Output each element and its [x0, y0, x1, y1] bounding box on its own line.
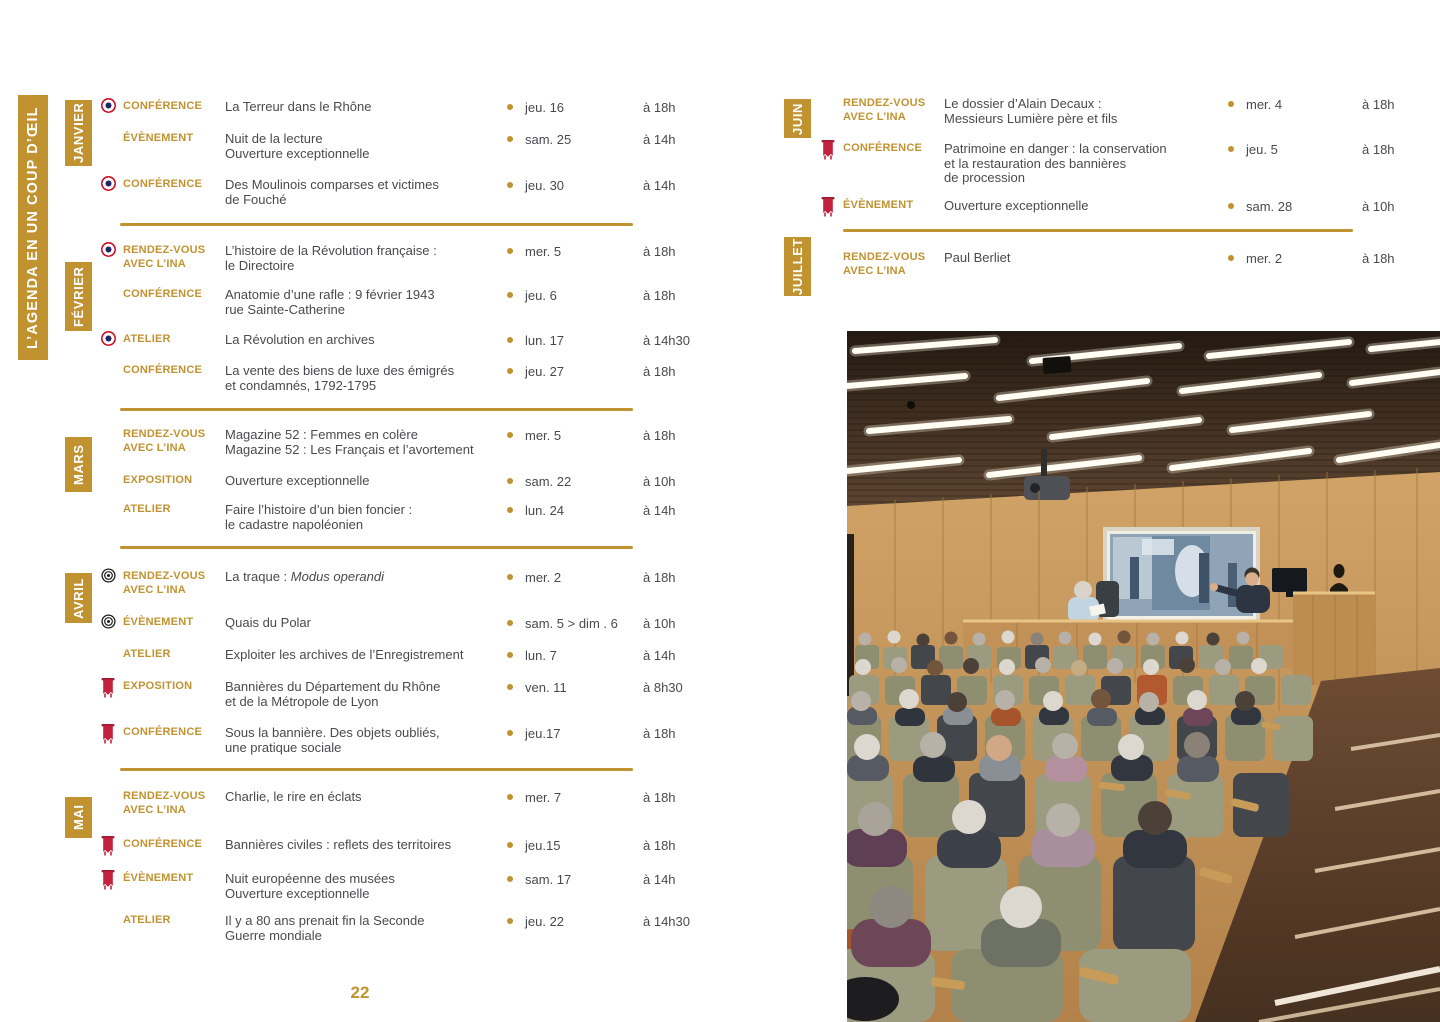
event-category: RENDEZ-VOUS AVEC L’INA [123, 244, 206, 270]
event-title: Magazine 52 : Femmes en colère Magazine 52 : Les Français et l’avortement [225, 427, 474, 457]
event-title: Bannières du Département du Rhône et de la Métropole de Lyon [225, 679, 441, 709]
date-bullet [1228, 255, 1234, 261]
date-bullet [507, 652, 513, 658]
banner-icon [821, 140, 838, 164]
event-title: Charlie, le rire en éclats [225, 789, 362, 804]
date-bullet [507, 876, 513, 882]
date-bullet [1228, 203, 1234, 209]
event-time: à 14h30 [643, 333, 690, 348]
event-category: CONFÉRENCE [123, 288, 203, 300]
event-title: La Révolution en archives [225, 332, 375, 347]
event-category: ATELIER [123, 503, 171, 515]
event-time: à 18h [643, 364, 676, 379]
banner-icon [821, 197, 838, 221]
date-bullet [1228, 101, 1234, 107]
event-time: à 18h [643, 428, 676, 443]
event-time: à 10h [1362, 199, 1395, 214]
event-time: à 14h [643, 132, 676, 147]
event-row [0, 288, 1440, 318]
event-date: sam. 28 [1246, 199, 1293, 214]
event-title: Nuit de la lecture Ouverture exceptionnelle [225, 131, 370, 161]
event-category: ÉVÈNEMENT [123, 616, 194, 628]
event-category: CONFÉRENCE [123, 178, 203, 190]
banner-icon [101, 836, 118, 860]
date-bullet [507, 478, 513, 484]
event-time: à 18h [643, 244, 676, 259]
date-bullet [507, 182, 513, 188]
event-row [0, 141, 1440, 185]
event-title: Il y a 80 ans prenait fin la Seconde Guerre mondiale [225, 913, 425, 943]
event-time: à 14h [643, 872, 676, 887]
event-category: ÉVÈNEMENT [123, 132, 194, 144]
event-title: La vente des biens de luxe des émigrés et condamnés, 1792-1795 [225, 363, 455, 393]
date-bullet [507, 337, 513, 343]
event-date: sam. 17 [525, 872, 572, 887]
event-title: L’histoire de la Révolution française : le Directoire [225, 243, 437, 273]
spiral-icon [101, 568, 118, 592]
event-time: à 14h [643, 178, 676, 193]
event-date: mer. 5 [525, 428, 562, 443]
event-category: ATELIER [123, 914, 171, 926]
date-bullet [507, 292, 513, 298]
date-bullet [507, 794, 513, 800]
auditorium-photo [847, 331, 1440, 1022]
date-bullet [507, 368, 513, 374]
date-bullet [507, 574, 513, 580]
event-date: mer. 2 [1246, 251, 1283, 266]
event-category: CONFÉRENCE [123, 100, 203, 112]
month-tab-juillet: JUILLET [784, 237, 811, 296]
event-date: lun. 24 [525, 503, 565, 518]
page-title: L’AGENDA EN UN COUP D’ŒIL [18, 95, 48, 360]
section-divider [120, 408, 633, 411]
event-title: Nuit européenne des musées Ouverture exceptionnelle [225, 871, 395, 901]
event-date: jeu. 16 [525, 100, 565, 115]
date-bullet [507, 684, 513, 690]
event-row [0, 199, 1440, 229]
event-date: jeu. 6 [525, 288, 557, 303]
event-date: jeu. 27 [525, 364, 565, 379]
event-date: mer. 5 [525, 244, 562, 259]
event-date: sam. 5 > dim . 6 [525, 616, 618, 631]
lecture-hall-illustration [847, 331, 1440, 1022]
month-tab-janvier: JANVIER [65, 100, 92, 166]
event-title: Ouverture exceptionnelle [225, 473, 370, 488]
event-category: ATELIER [123, 648, 171, 660]
event-row [0, 251, 1440, 281]
banner-icon [101, 870, 118, 894]
event-title: Patrimoine en danger : la conservation et la restauration des bannières de procession [944, 141, 1167, 185]
event-time: à 18h [1362, 142, 1395, 157]
event-title: Faire l’histoire d’un bien foncier : le cadastre napoléonien [225, 502, 413, 532]
event-date: mer. 2 [525, 570, 562, 585]
date-bullet [1228, 146, 1234, 152]
section-divider [120, 768, 633, 771]
banner-icon [101, 724, 118, 748]
month-tab-juin: JUIN [784, 99, 811, 138]
event-category: EXPOSITION [123, 474, 193, 486]
event-row [0, 97, 1440, 127]
event-title: Exploiter les archives de l’Enregistrement [225, 647, 464, 662]
event-title: La traque : Modus operandi [225, 569, 385, 584]
event-category: CONFÉRENCE [123, 838, 203, 850]
event-category: CONFÉRENCE [123, 364, 203, 376]
section-divider [120, 546, 633, 549]
event-time: à 18h [1362, 97, 1395, 112]
event-date: jeu. 30 [525, 178, 565, 193]
event-category: RENDEZ-VOUS AVEC L’INA [123, 570, 206, 596]
event-time: à 14h [643, 503, 676, 518]
date-bullet [507, 432, 513, 438]
date-bullet [507, 842, 513, 848]
event-title: Paul Berliet [944, 250, 1011, 265]
event-date: jeu. 22 [525, 914, 565, 929]
cocarde-icon [101, 331, 118, 355]
section-divider [843, 229, 1353, 232]
event-time: à 14h [643, 648, 676, 663]
event-title: Des Moulinois comparses et victimes de Fouché [225, 177, 439, 207]
cocarde-icon [101, 176, 118, 200]
date-bullet [507, 918, 513, 924]
event-category: EXPOSITION [123, 680, 193, 692]
month-tab-avril: AVRIL [65, 573, 92, 623]
event-time: à 18h [643, 570, 676, 585]
month-tab-mai: MAI [65, 797, 92, 838]
event-title: Le dossier d’Alain Decaux : Messieurs Lumière père et fils [944, 96, 1118, 126]
event-time: à 18h [643, 100, 676, 115]
month-tab-mars: MARS [65, 437, 92, 492]
event-time: à 18h [643, 838, 676, 853]
event-date: mer. 7 [525, 790, 562, 805]
event-category: CONFÉRENCE [843, 142, 923, 154]
event-category: CONFÉRENCE [123, 726, 203, 738]
event-date: jeu.17 [525, 726, 561, 741]
date-bullet [507, 620, 513, 626]
event-title: Anatomie d’une rafle : 9 février 1943 rue Sainte-Catherine [225, 287, 435, 317]
event-time: à 10h [643, 474, 676, 489]
event-title: La Terreur dans le Rhône [225, 99, 372, 114]
event-title: Sous la bannière. Des objets oubliés, une pratique sociale [225, 725, 440, 755]
event-date: sam. 22 [525, 474, 572, 489]
event-category: RENDEZ-VOUS AVEC L’INA [123, 428, 206, 454]
event-time: à 8h30 [643, 680, 683, 695]
event-date: lun. 17 [525, 333, 565, 348]
event-time: à 18h [643, 726, 676, 741]
event-date: mer. 4 [1246, 97, 1283, 112]
event-time: à 18h [1362, 251, 1395, 266]
event-date: jeu. 5 [1246, 142, 1278, 157]
event-category: RENDEZ-VOUS AVEC L’INA [843, 97, 926, 123]
event-time: à 18h [643, 288, 676, 303]
date-bullet [507, 507, 513, 513]
event-category: ATELIER [123, 333, 171, 345]
event-category: RENDEZ-VOUS AVEC L’INA [123, 790, 206, 816]
banner-icon [101, 678, 118, 702]
event-title: Bannières civiles : reflets des territoires [225, 837, 452, 852]
event-title: Ouverture exceptionnelle [944, 198, 1089, 213]
month-tab-fevrier: FÉVRIER [65, 262, 92, 331]
event-title: Quais du Polar [225, 615, 311, 630]
event-time: à 14h30 [643, 914, 690, 929]
event-date: ven. 11 [525, 680, 567, 695]
event-time: à 18h [643, 790, 676, 805]
page-number: 22 [350, 983, 370, 1002]
spiral-icon [101, 614, 118, 638]
event-date: jeu.15 [525, 838, 561, 853]
event-date: sam. 25 [525, 132, 572, 147]
event-category: ÉVÈNEMENT [843, 199, 914, 211]
date-bullet [507, 730, 513, 736]
event-category: ÉVÈNEMENT [123, 872, 194, 884]
event-category: RENDEZ-VOUS AVEC L’INA [843, 251, 926, 277]
event-time: à 10h [643, 616, 676, 631]
event-date: lun. 7 [525, 648, 557, 663]
